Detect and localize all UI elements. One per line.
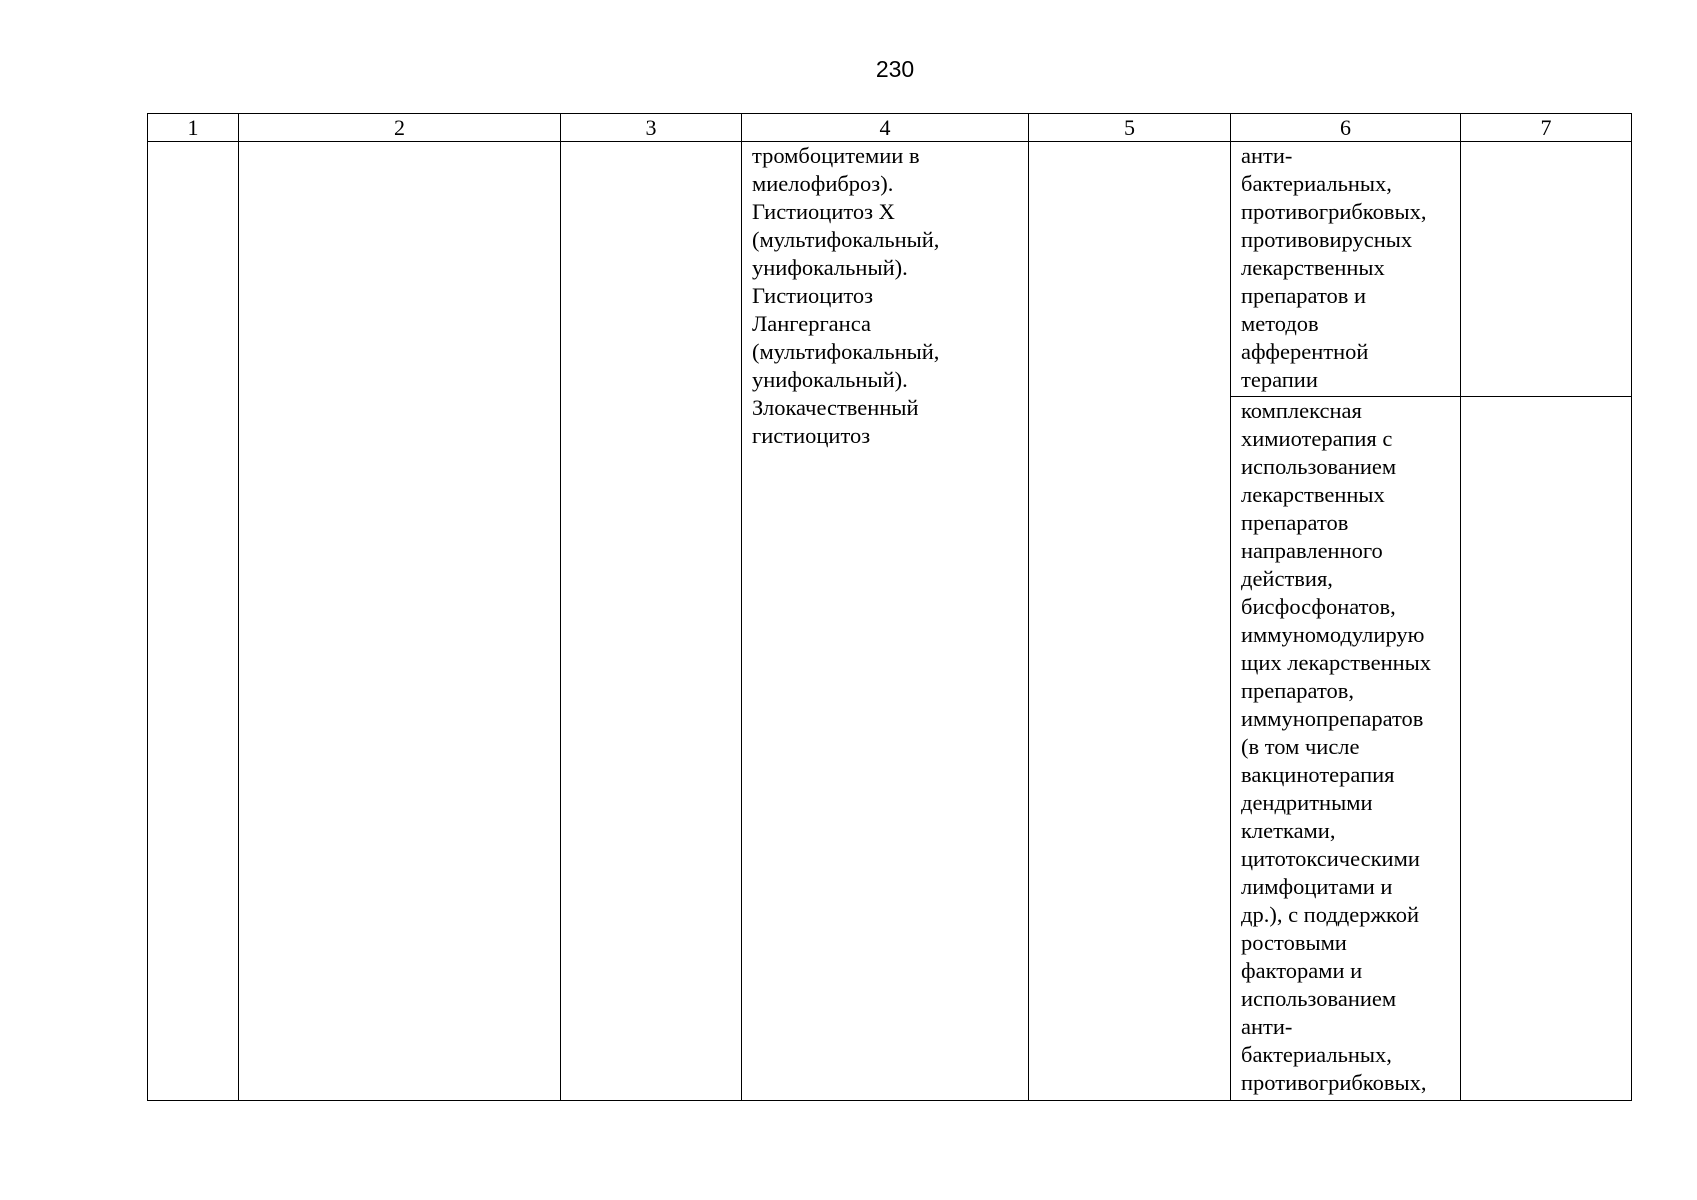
page-number: 230: [875, 56, 915, 82]
text-line: ростовыми: [1241, 930, 1347, 955]
header-col-6: 6: [1231, 114, 1461, 142]
header-col-4: 4: [742, 114, 1029, 142]
text-line: тромбоцитемии в: [752, 143, 920, 168]
text-line: использованием: [1241, 986, 1397, 1011]
text-line: анти-: [1241, 143, 1293, 168]
text-line: комплексная: [1241, 398, 1362, 423]
text-line: иммуномодулирую: [1241, 622, 1425, 647]
text-line: цитотоксическими: [1241, 846, 1420, 871]
text-line: факторами и: [1241, 958, 1363, 983]
table-row: [148, 142, 1632, 397]
header-col-2: 2: [239, 114, 561, 142]
text-line: препаратов и: [1241, 283, 1367, 308]
text-line: унифокальный).: [752, 255, 908, 280]
text-line: химиотерапия с: [1241, 426, 1393, 451]
header-col-7: 7: [1461, 114, 1632, 142]
text-line: препаратов: [1241, 510, 1349, 535]
text-line: бактериальных,: [1241, 171, 1392, 196]
text-line: клетками,: [1241, 818, 1336, 843]
header-col-3: 3: [561, 114, 742, 142]
text-line: иммунопрепаратов: [1241, 706, 1424, 731]
cell-col-4-diagnosis: [742, 142, 1029, 1101]
text-line: использованием: [1241, 454, 1397, 479]
text-line: Злокачественный: [752, 395, 919, 420]
text-line: (мультифокальный,: [752, 227, 940, 252]
text-line: щих лекарственных: [1241, 650, 1432, 675]
text-line: анти-: [1241, 1014, 1293, 1039]
text-line: терапии: [1241, 367, 1318, 392]
text-line: действия,: [1241, 566, 1333, 591]
text-line: гистиоцитоз: [752, 423, 871, 448]
text-line: направленного: [1241, 538, 1383, 563]
text-line: лекарственных: [1241, 482, 1385, 507]
header-col-1: 1: [148, 114, 239, 142]
header-col-5: 5: [1029, 114, 1231, 142]
cell-col-1: [148, 142, 239, 1101]
text-line: Гистиоцитоз: [752, 283, 874, 308]
cell-col-6-treatment-1: [1231, 142, 1461, 397]
cell-col-7-2: [1461, 397, 1632, 1101]
text-line: др.), с поддержкой: [1241, 902, 1420, 927]
cell-col-2: [239, 142, 561, 1101]
text-line: лимфоцитами и: [1241, 874, 1393, 899]
cell-col-5: [1029, 142, 1231, 1101]
text-line: методов: [1241, 311, 1319, 336]
text-line: унифокальный).: [752, 367, 908, 392]
text-line: дендритными: [1241, 790, 1373, 815]
text-line: бактериальных,: [1241, 1042, 1392, 1067]
document-table: [147, 113, 1632, 1101]
cell-col-6-treatment-2: [1231, 397, 1461, 1101]
text-line: противогрибковых,: [1241, 199, 1427, 224]
text-line: (мультифокальный,: [752, 339, 940, 364]
text-line: миелофиброз).: [752, 171, 894, 196]
text-line: вакцинотерапия: [1241, 762, 1395, 787]
text-line: (в том числе: [1241, 734, 1360, 759]
text-line: противогрибковых,: [1241, 1070, 1427, 1095]
header-row: [148, 114, 1632, 142]
cell-col-3: [561, 142, 742, 1101]
text-line: препаратов,: [1241, 678, 1354, 703]
cell-col-7-1: [1461, 142, 1632, 397]
text-line: бисфосфонатов,: [1241, 594, 1396, 619]
text-line: лекарственных: [1241, 255, 1385, 280]
text-line: противовирусных: [1241, 227, 1413, 252]
text-line: Лангерганса: [752, 311, 871, 336]
text-line: афферентной: [1241, 339, 1369, 364]
text-line: Гистиоцитоз X: [752, 199, 895, 224]
